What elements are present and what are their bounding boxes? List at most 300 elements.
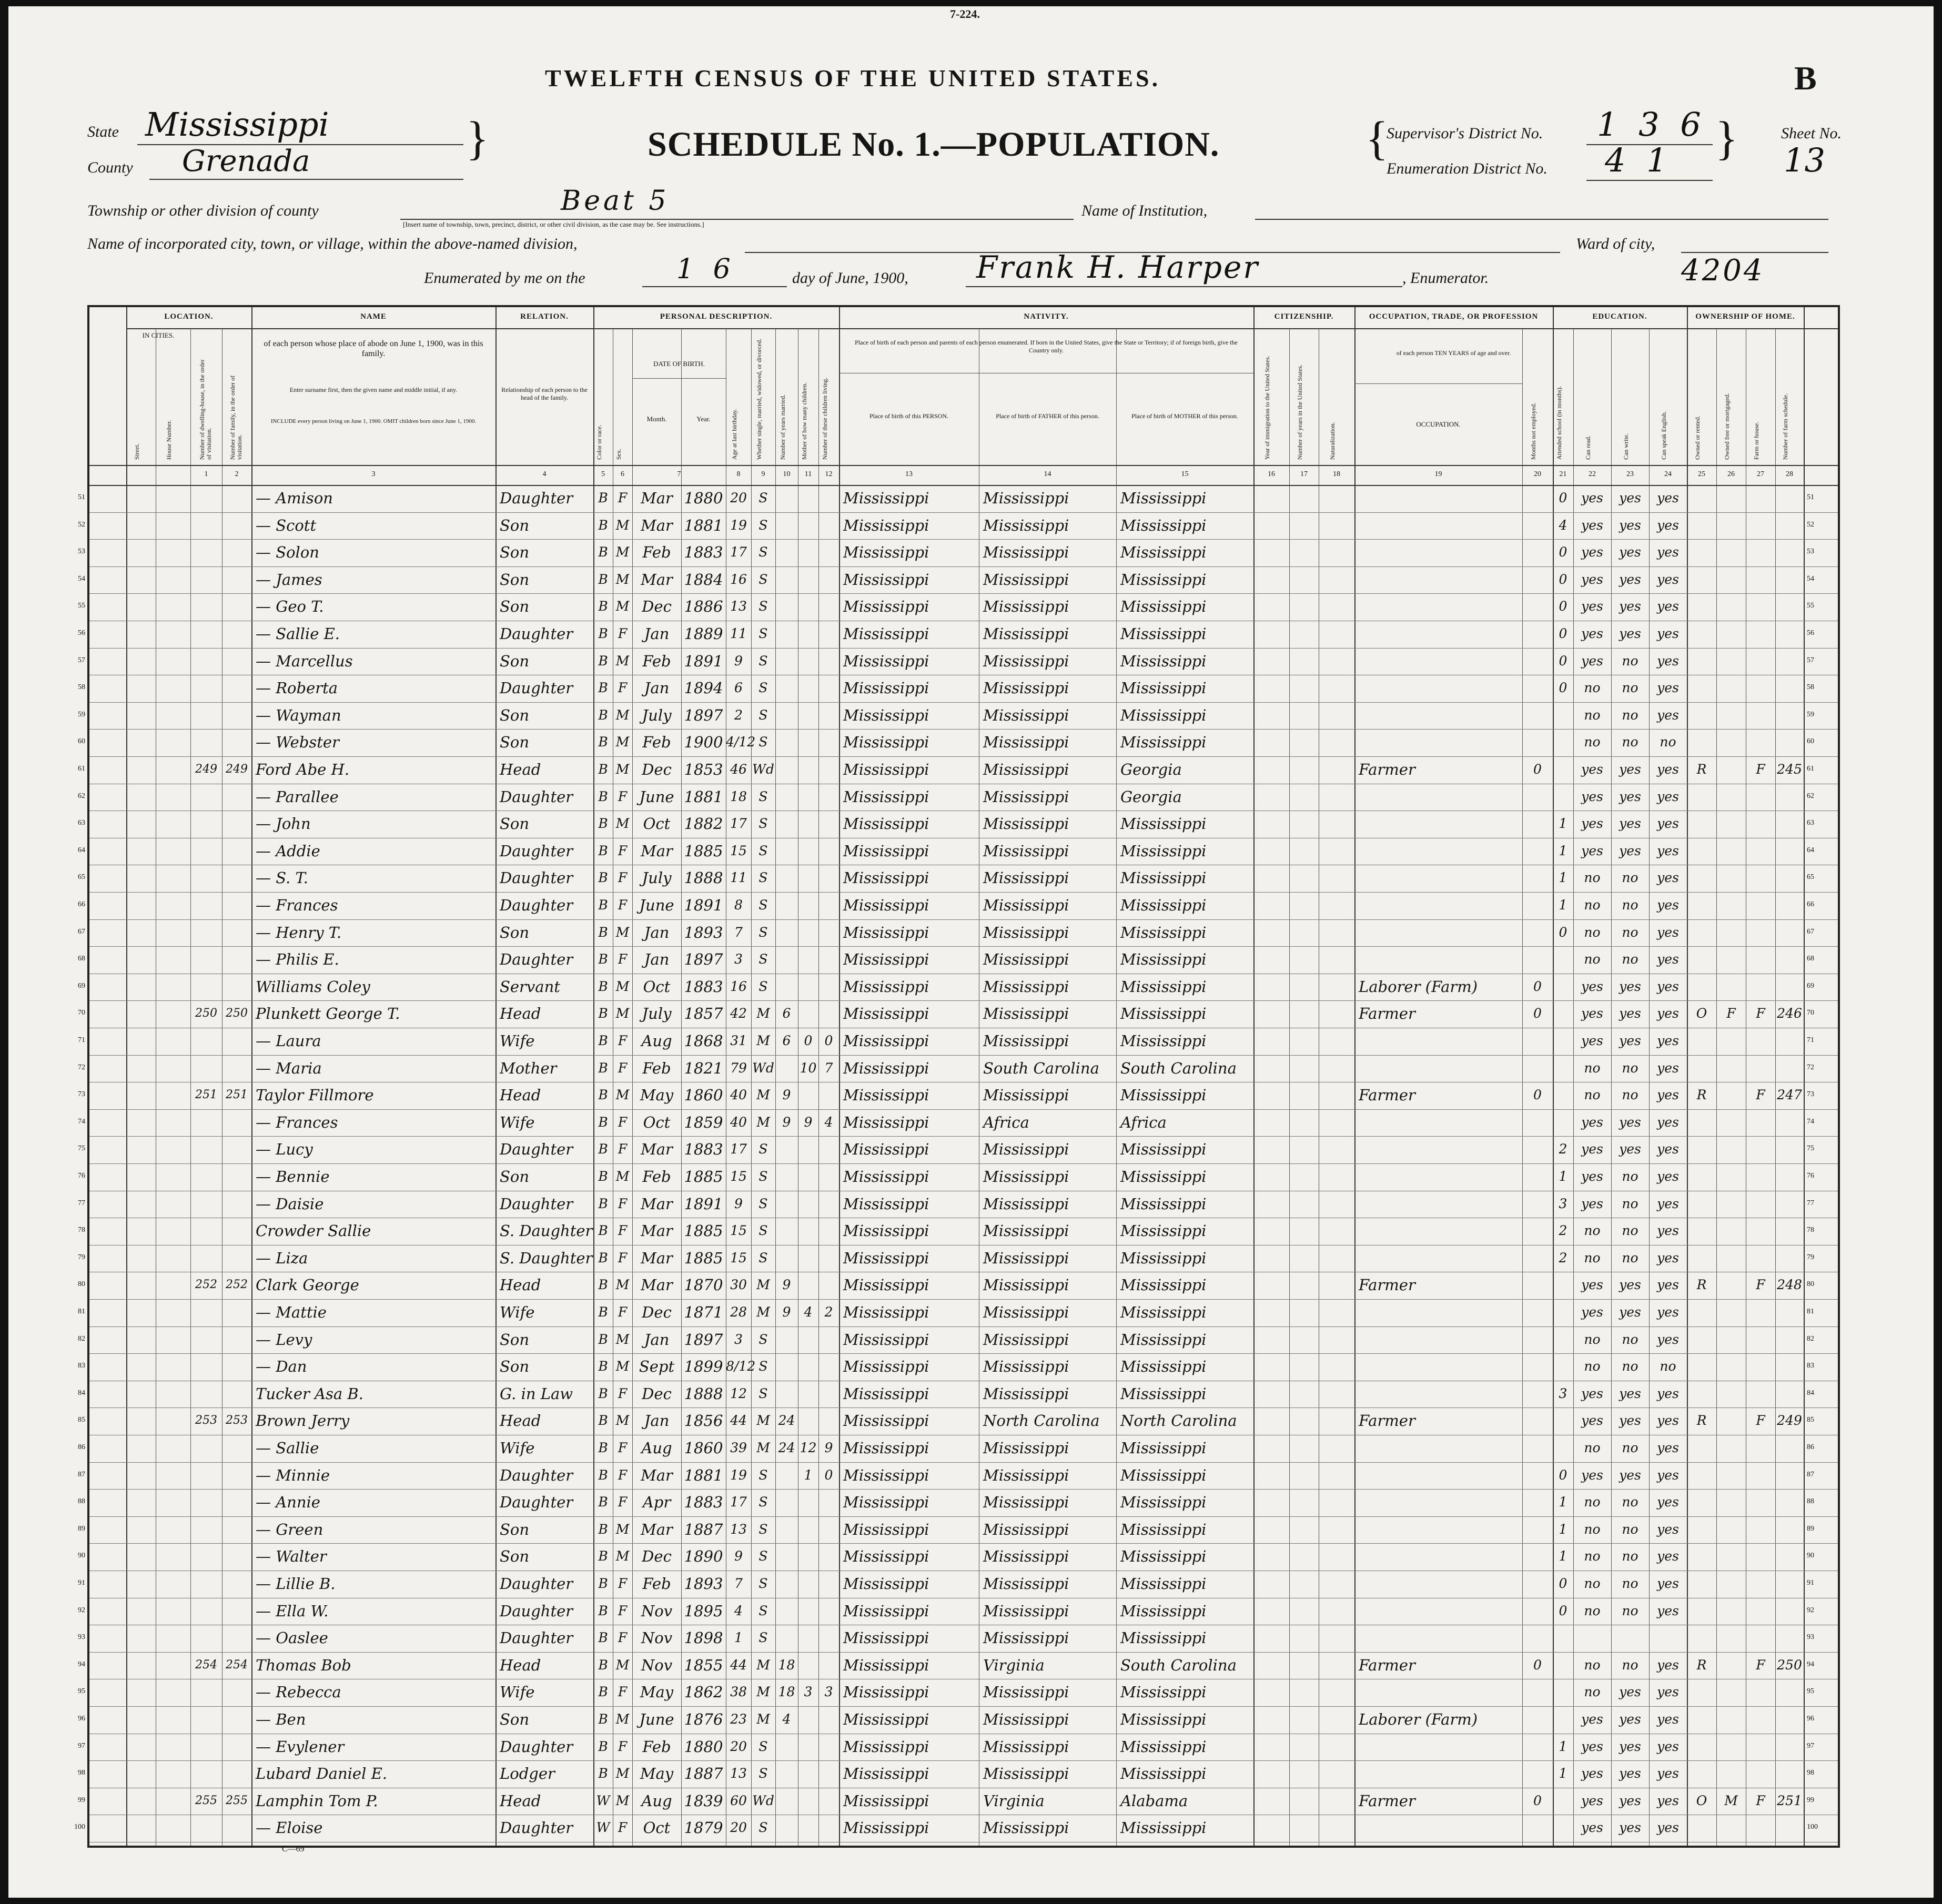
- column-number: 11: [804, 470, 812, 478]
- cell-mne: [1522, 919, 1553, 946]
- cell-rel: Mother: [500, 1059, 557, 1077]
- cell-moc: [798, 539, 818, 565]
- cell-name: Tucker Asa B.: [256, 1384, 363, 1403]
- cell-age: 1: [734, 1630, 743, 1646]
- cell-pb: Mississippi: [843, 1384, 929, 1403]
- cell-ym: 9: [782, 1114, 791, 1130]
- column-number: 9: [761, 470, 765, 478]
- age-header: Age at last birthday.: [731, 409, 738, 460]
- cell-name: — Rebecca: [256, 1683, 341, 1702]
- cell-en: yes: [1657, 843, 1679, 858]
- cell-sex: M: [615, 1359, 630, 1374]
- cell-wr: no: [1622, 1359, 1638, 1374]
- row-number-left: 80: [78, 1280, 85, 1289]
- cell-month: Feb: [642, 1737, 671, 1756]
- cell-occ: Laborer (Farm): [1359, 1710, 1478, 1728]
- cell-liv: [818, 1598, 839, 1624]
- cell-fh: [1746, 1326, 1775, 1353]
- cell-color: B: [598, 1331, 608, 1347]
- cell-pb: Mississippi: [843, 1059, 929, 1077]
- cell-month: Jan: [644, 1330, 670, 1349]
- cell-sex: F: [618, 897, 628, 913]
- en-header: Can speak English.: [1660, 411, 1667, 460]
- cell-month: May: [640, 1086, 674, 1105]
- cell-year: 1885: [684, 1249, 723, 1267]
- cell-frm: [1716, 702, 1746, 728]
- cell-sch: [1553, 756, 1573, 783]
- occupation-description: of each person TEN YEARS of age and over.: [1396, 349, 1511, 357]
- cell-ym: [775, 675, 798, 701]
- cell-name: Ford Abe H.: [256, 761, 350, 778]
- cell-month: Mar: [641, 1140, 673, 1159]
- cell-frm: [1716, 729, 1746, 755]
- cell-own: [1687, 1706, 1716, 1733]
- cell-mb: Mississippi: [1120, 1520, 1207, 1538]
- cell-fh: [1746, 675, 1775, 701]
- cell-fb: Mississippi: [983, 1384, 1069, 1403]
- sheet-label: Sheet No.: [1781, 125, 1842, 142]
- cell-color: B: [598, 544, 608, 560]
- row-number-right: 86: [1807, 1443, 1814, 1451]
- cell-fh: [1746, 1516, 1775, 1543]
- cell-sex: M: [615, 924, 630, 940]
- cell-year: 1860: [684, 1086, 723, 1105]
- cell-sch: [1553, 1028, 1573, 1054]
- cell-mar: S: [758, 707, 768, 723]
- cell-moc: [798, 811, 818, 837]
- cell-fs: [1775, 892, 1804, 918]
- cell-own: [1687, 1435, 1716, 1461]
- cell-fs: [1775, 1109, 1804, 1136]
- cell-sch: 0: [1559, 653, 1567, 669]
- cell-mb: Mississippi: [1120, 1765, 1207, 1783]
- cell-color: B: [598, 1087, 608, 1103]
- cell-occ: [1359, 1625, 1521, 1651]
- cell-fs: [1775, 729, 1804, 755]
- cell-en: yes: [1657, 626, 1679, 641]
- cell-occ: [1359, 621, 1521, 647]
- cell-rel: Daughter: [500, 1737, 573, 1756]
- cell-sex: F: [618, 1494, 628, 1510]
- cell-fb: Mississippi: [983, 869, 1069, 887]
- cell-color: B: [598, 1630, 608, 1646]
- cell-fh: [1746, 1625, 1775, 1651]
- cell-sex: F: [618, 870, 628, 886]
- cell-fm: 250: [226, 1007, 248, 1020]
- cell-dw: [190, 1353, 222, 1380]
- cell-wr: yes: [1619, 626, 1641, 641]
- cell-mne: [1522, 485, 1553, 511]
- cell-mne: [1522, 1136, 1553, 1162]
- cell-pb: Mississippi: [843, 1358, 929, 1376]
- cell-en: yes: [1657, 1087, 1679, 1103]
- cell-fs: 247: [1777, 1087, 1802, 1103]
- cell-fm: [222, 974, 251, 1000]
- cell-frm: [1716, 1435, 1746, 1461]
- cell-moc: [798, 512, 818, 539]
- cell-fb: Mississippi: [983, 1168, 1069, 1186]
- cell-frm: [1716, 1543, 1746, 1569]
- row-number-left: 75: [78, 1145, 85, 1153]
- cell-sch: 0: [1559, 544, 1567, 560]
- cell-liv: 4: [824, 1114, 833, 1130]
- footer-code: C—69: [282, 1845, 305, 1854]
- cell-age: 7: [734, 1576, 743, 1591]
- cell-frm: [1716, 974, 1746, 1000]
- cell-mne: [1522, 1815, 1553, 1841]
- cell-wr: yes: [1619, 1820, 1641, 1836]
- cell-fm: [222, 1734, 251, 1760]
- cell-liv: [818, 1082, 839, 1108]
- cell-sex: F: [618, 843, 628, 858]
- cell-rel: Son: [500, 1330, 530, 1349]
- cell-fm: [222, 1815, 251, 1841]
- cell-mb: Mississippi: [1120, 1629, 1207, 1647]
- cell-moc: [798, 1598, 818, 1624]
- cell-age: 40: [730, 1087, 747, 1103]
- cell-own: [1687, 1815, 1716, 1841]
- cell-color: B: [598, 1521, 608, 1537]
- cell-fb: Mississippi: [983, 1629, 1069, 1647]
- cell-month: Feb: [642, 652, 671, 670]
- cell-own: [1687, 1136, 1716, 1162]
- cell-fb: Mississippi: [983, 1222, 1069, 1240]
- cell-frm: [1716, 1191, 1746, 1217]
- cell-liv: [818, 512, 839, 539]
- cell-occ: Farmer: [1359, 761, 1415, 778]
- cell-own: R: [1696, 1413, 1707, 1429]
- cell-rel: S. Daughter: [500, 1249, 593, 1267]
- cell-sch: 0: [1559, 680, 1567, 696]
- census-sheet: [8, 6, 1934, 1898]
- cell-moc: [798, 784, 818, 810]
- cell-fm: [222, 1435, 251, 1461]
- cell-mar: M: [756, 1440, 770, 1455]
- cell-mar: S: [758, 653, 768, 669]
- cell-name: — Evylener: [256, 1737, 345, 1756]
- cell-frm: M: [1724, 1792, 1738, 1808]
- cell-own: [1687, 1543, 1716, 1569]
- column-divider: [251, 307, 252, 1846]
- cell-moc: [798, 1815, 818, 1841]
- cell-liv: [818, 1489, 839, 1515]
- cell-ym: [775, 539, 798, 565]
- house-header: House Number.: [165, 420, 173, 460]
- cell-own: [1687, 1028, 1716, 1054]
- ward-line: [1681, 252, 1828, 253]
- cell-fm: [222, 892, 251, 918]
- cell-wr: yes: [1619, 1792, 1641, 1808]
- cell-age: 13: [730, 1521, 747, 1537]
- cell-color: B: [598, 1684, 608, 1700]
- cell-name: — Philis E.: [256, 950, 339, 969]
- cell-occ: [1359, 1299, 1521, 1325]
- cell-dw: [190, 566, 222, 593]
- row-number-right: 65: [1807, 873, 1814, 882]
- cell-rd: yes: [1581, 1766, 1603, 1781]
- cell-en: yes: [1657, 1738, 1679, 1754]
- cell-en: yes: [1657, 1684, 1679, 1700]
- cell-moc: [798, 675, 818, 701]
- cell-rd: yes: [1581, 1792, 1603, 1808]
- stamp-number: 4204: [1681, 254, 1765, 288]
- column-number: 3: [371, 470, 376, 478]
- cell-mne: [1522, 1191, 1553, 1217]
- cell-frm: [1716, 865, 1746, 891]
- cell-dw: [190, 1734, 222, 1760]
- cell-name: Thomas Bob: [256, 1656, 351, 1674]
- cell-fh: [1746, 1462, 1775, 1488]
- cell-occ: Farmer: [1359, 1276, 1415, 1294]
- cell-mar: S: [758, 951, 768, 967]
- cell-rd: yes: [1581, 1467, 1603, 1483]
- cell-fs: [1775, 1028, 1804, 1054]
- cell-occ: [1359, 1543, 1521, 1569]
- cell-dw: [190, 865, 222, 891]
- brace-left: }: [466, 113, 489, 165]
- cell-month: Jan: [644, 679, 670, 697]
- cell-mar: M: [756, 1087, 770, 1103]
- row-number-left: 65: [78, 873, 85, 882]
- cell-sex: M: [615, 571, 630, 587]
- cell-fm: [222, 702, 251, 728]
- row-number-right: 77: [1807, 1199, 1814, 1207]
- enumeration-day: 1 6: [676, 254, 736, 285]
- cell-color: B: [598, 734, 608, 750]
- cell-name: — Bennie: [256, 1168, 330, 1186]
- row-number-right: 57: [1807, 656, 1814, 664]
- row-number-right: 89: [1807, 1524, 1814, 1533]
- cell-color: B: [598, 897, 608, 913]
- cell-color: B: [598, 924, 608, 940]
- cell-moc: [798, 648, 818, 674]
- cell-en: yes: [1657, 1060, 1679, 1076]
- row-number-left: 51: [78, 493, 85, 501]
- row-number-right: 75: [1807, 1145, 1814, 1153]
- cell-sch: 1: [1559, 843, 1567, 858]
- cell-fs: [1775, 946, 1804, 973]
- cell-frm: [1716, 1109, 1746, 1136]
- cell-occ: [1359, 1598, 1521, 1624]
- cell-occ: [1359, 784, 1521, 810]
- cell-fs: [1775, 1625, 1804, 1651]
- cell-en: yes: [1657, 517, 1679, 533]
- cell-fh: [1746, 1760, 1775, 1787]
- dw-header: Number of dwelling-house, in the order of visitation.: [198, 359, 213, 460]
- cell-dw: [190, 1516, 222, 1543]
- cell-mne: [1522, 729, 1553, 755]
- cell-dw: 254: [195, 1658, 217, 1672]
- cell-en: yes: [1657, 1440, 1679, 1455]
- cell-pb: Mississippi: [843, 625, 929, 643]
- cell-fs: [1775, 865, 1804, 891]
- cell-mne: [1522, 1218, 1553, 1244]
- cell-mne: [1522, 784, 1553, 810]
- cell-year: 1880: [684, 489, 723, 507]
- cell-year: 1897: [684, 950, 723, 969]
- cell-dw: [190, 1326, 222, 1353]
- cell-fm: [222, 838, 251, 864]
- cell-fh: F: [1756, 762, 1765, 777]
- cell-color: B: [598, 1359, 608, 1374]
- cell-month: Mar: [641, 1520, 673, 1538]
- cell-en: yes: [1657, 1548, 1679, 1564]
- cell-liv: 0: [824, 1033, 833, 1048]
- cell-color: B: [598, 626, 608, 641]
- cell-sch: 1: [1559, 1738, 1567, 1754]
- cell-wr: no: [1622, 870, 1638, 886]
- cell-color: B: [598, 490, 608, 505]
- cell-ym: [775, 1055, 798, 1081]
- cell-fs: [1775, 811, 1804, 837]
- group-relation: RELATION.: [520, 312, 569, 321]
- cell-sch: 3: [1559, 1196, 1567, 1211]
- cell-sch: [1553, 729, 1573, 755]
- cell-fb: Mississippi: [983, 1520, 1069, 1538]
- cell-fs: [1775, 1163, 1804, 1190]
- cell-month: Feb: [642, 543, 671, 562]
- cell-rel: Daughter: [500, 1819, 573, 1837]
- cell-dw: [190, 1543, 222, 1569]
- cell-mar: S: [758, 924, 768, 940]
- cell-rel: Son: [500, 1547, 530, 1566]
- cell-mne: [1522, 566, 1553, 593]
- cell-own: [1687, 811, 1716, 837]
- cell-occ: Farmer: [1359, 1086, 1415, 1105]
- cell-fs: [1775, 1136, 1804, 1162]
- cell-liv: [818, 1191, 839, 1217]
- cell-own: [1687, 648, 1716, 674]
- cell-color: B: [598, 653, 608, 669]
- cell-fb: Mississippi: [983, 1683, 1069, 1702]
- cell-en: yes: [1657, 816, 1679, 832]
- row-number-right: 100: [1807, 1823, 1818, 1831]
- cell-moc: [798, 1760, 818, 1787]
- cell-dw: [190, 1462, 222, 1488]
- cell-occ: [1359, 946, 1521, 973]
- cell-fm: [222, 865, 251, 891]
- enumerated-mid: day of June, 1900,: [792, 269, 908, 287]
- cell-fs: [1775, 566, 1804, 593]
- cell-fh: [1746, 566, 1775, 593]
- cell-dw: [190, 974, 222, 1000]
- cell-own: [1687, 729, 1716, 755]
- cell-rel: Head: [500, 1005, 541, 1023]
- cell-liv: [818, 1218, 839, 1244]
- cell-occ: [1359, 1191, 1521, 1217]
- row-number-left: 84: [78, 1389, 85, 1397]
- cell-fm: [222, 648, 251, 674]
- row-number-right: 66: [1807, 900, 1814, 908]
- row-number-left: 52: [78, 520, 85, 529]
- cell-rd: yes: [1581, 788, 1603, 804]
- cell-sch: 1: [1559, 1521, 1567, 1537]
- cell-frm: [1716, 892, 1746, 918]
- cell-own: [1687, 593, 1716, 620]
- cell-age: 9: [734, 1548, 743, 1564]
- cell-occ: [1359, 566, 1521, 593]
- row-number-left: 60: [78, 737, 85, 746]
- cell-fs: [1775, 1760, 1804, 1787]
- cell-fb: Mississippi: [983, 1439, 1069, 1457]
- cell-en: yes: [1657, 707, 1679, 723]
- cell-sex: F: [618, 1196, 628, 1211]
- group-citizenship: CITIZENSHIP.: [1274, 312, 1334, 321]
- cell-fs: [1775, 1516, 1804, 1543]
- cell-rd: no: [1584, 1440, 1601, 1455]
- column-number: 8: [736, 470, 741, 478]
- cell-color: B: [598, 1277, 608, 1293]
- cell-rel: Wife: [500, 1303, 535, 1321]
- cell-moc: [798, 974, 818, 1000]
- header-divider: [632, 378, 726, 379]
- cell-pb: Mississippi: [843, 1005, 929, 1023]
- cell-age: 11: [730, 870, 747, 886]
- cell-occ: [1359, 1760, 1521, 1787]
- cell-wr: no: [1622, 1250, 1638, 1265]
- cell-sch: 0: [1559, 490, 1567, 505]
- cell-name: — Walter: [256, 1547, 327, 1566]
- cell-sex: M: [615, 1169, 630, 1184]
- cell-color: B: [598, 1223, 608, 1239]
- cell-frm: F: [1726, 1006, 1736, 1021]
- cell-dw: [190, 1435, 222, 1461]
- cell-wr: yes: [1619, 1114, 1641, 1130]
- cell-age: 31: [730, 1033, 747, 1048]
- row-number-right: 55: [1807, 602, 1814, 610]
- cell-pb: Mississippi: [843, 1683, 929, 1702]
- cell-mb: Mississippi: [1120, 706, 1207, 724]
- cell-color: B: [598, 680, 608, 696]
- cell-rel: Son: [500, 923, 530, 941]
- township-note: [Insert name of township, town, precinct, district, or other civil division, as the case may be. See instructions.]: [403, 220, 704, 228]
- cell-mar: S: [758, 816, 768, 832]
- cell-mb: Mississippi: [1120, 1222, 1207, 1240]
- cell-year: 1884: [684, 570, 723, 589]
- column-number: 5: [601, 470, 605, 478]
- enumerator-line: [966, 286, 1402, 287]
- cell-rel: Head: [500, 1412, 541, 1430]
- cell-age: 18: [730, 788, 747, 804]
- cell-rd: no: [1584, 924, 1601, 940]
- cell-fs: [1775, 974, 1804, 1000]
- cell-own: [1687, 784, 1716, 810]
- cell-name: — Oaslee: [256, 1629, 328, 1647]
- cell-year: 1881: [684, 1466, 723, 1484]
- cell-liv: [818, 621, 839, 647]
- cell-en: yes: [1657, 1223, 1679, 1239]
- cell-age: 44: [730, 1657, 747, 1673]
- cell-fs: [1775, 784, 1804, 810]
- cell-moc: [798, 702, 818, 728]
- enumeration-line: [1586, 180, 1713, 181]
- cell-color: B: [598, 1548, 608, 1564]
- cell-mb: Mississippi: [1120, 977, 1207, 996]
- cell-en: yes: [1657, 1196, 1679, 1211]
- cell-mb: Mississippi: [1120, 815, 1207, 833]
- cell-liv: [818, 729, 839, 755]
- cell-sex: M: [615, 1006, 630, 1021]
- cell-name: Clark George: [256, 1276, 359, 1294]
- row-number-left: 93: [78, 1633, 85, 1642]
- sex-header: Sex.: [614, 449, 622, 460]
- cell-sex: F: [618, 1440, 628, 1455]
- cell-own: O: [1696, 1006, 1707, 1021]
- cell-ym: [775, 1462, 798, 1488]
- column-number: 4: [542, 470, 547, 478]
- cell-frm: [1716, 1218, 1746, 1244]
- cell-pb: Mississippi: [843, 896, 929, 914]
